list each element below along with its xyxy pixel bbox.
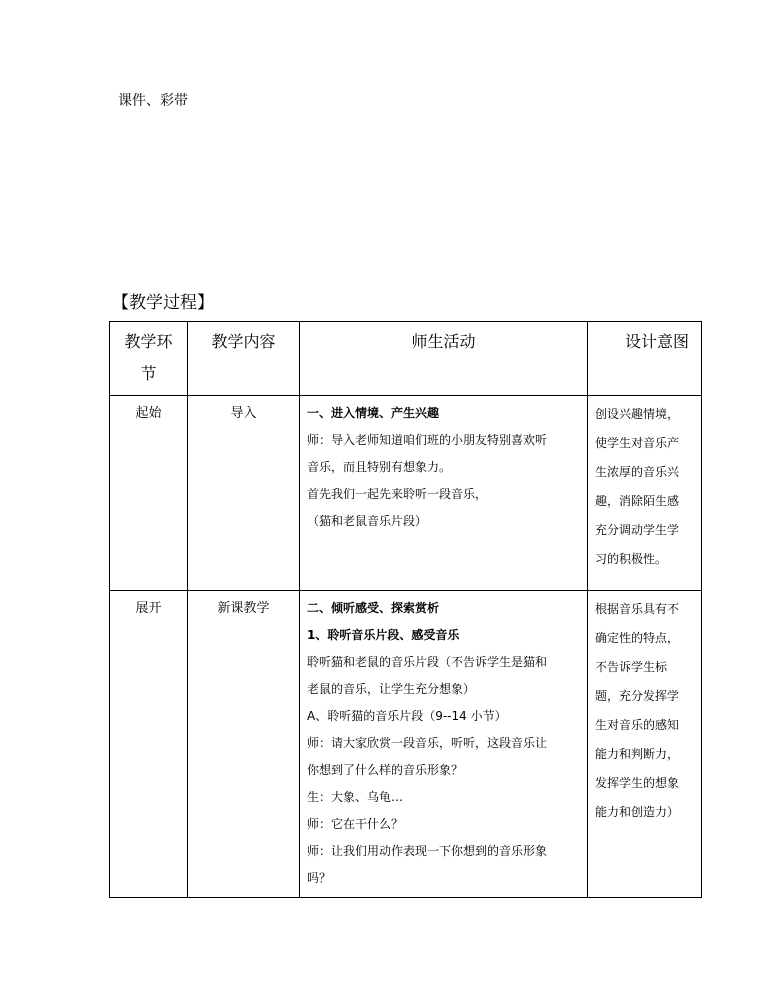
intent-line: 使学生对音乐产 (595, 436, 680, 450)
intent-line: 能力和创造力） (595, 805, 680, 819)
intent-line: 题，充分发挥学 (595, 689, 680, 703)
row-stage: 展开 (110, 591, 188, 898)
row-content: 新课教学 (188, 591, 300, 898)
teaching-process-table (109, 321, 702, 898)
table-row (110, 396, 702, 591)
activity-line: 聆听猫和老鼠的音乐片段（不告诉学生是猫和 (307, 655, 548, 669)
row-activity (300, 396, 588, 591)
row-content: 导入 (188, 396, 300, 591)
activity-line: 吗？ (307, 871, 332, 885)
activity-line: 二、倾听感受、探索赏析 (307, 601, 440, 615)
activity-line: 你想到了什么样的音乐形象？ (307, 763, 464, 777)
table-row (110, 591, 702, 898)
row-intent (588, 396, 702, 591)
intent-line: 确定性的特点， (595, 631, 680, 645)
intent-line: 习的积极性。 (595, 552, 668, 566)
activity-line: （猫和老鼠音乐片段） (307, 514, 428, 528)
row-stage: 起始 (110, 396, 188, 591)
activity-line: 师：让我们用动作表现一下你想到的音乐形象 (307, 844, 548, 858)
activity-line: A、聆听猫的音乐片段（9--14 小节） (307, 709, 507, 723)
header-activity: 师生活动 (300, 322, 588, 396)
activity-line: 老鼠的音乐，让学生充分想象） (307, 682, 476, 696)
materials-text: 课件、彩带 (118, 93, 188, 109)
activity-line: 师：它在干什么？ (307, 817, 404, 831)
activity-line: 首先我们一起先来聆听一段音乐， (307, 487, 488, 501)
intent-line: 发挥学生的想象 (595, 776, 680, 790)
header-stage-line-1: 教学环 (124, 332, 173, 351)
activity-line: 师：请大家欣赏一段音乐，听听，这段音乐让 (307, 736, 548, 750)
intent-line: 生浓厚的音乐兴 (595, 465, 680, 479)
activity-line: 一、进入情境、产生兴趣 (307, 406, 440, 420)
intent-line: 不告诉学生标 (595, 660, 668, 674)
activity-line: 师：导入老师知道咱们班的小朋友特别喜欢听 (307, 433, 548, 447)
header-content: 教学内容 (188, 322, 300, 396)
intent-line: 根据音乐具有不 (595, 602, 680, 616)
intent-line: 趣，消除陌生感 (595, 494, 680, 508)
activity-line: 1、聆听音乐片段、感受音乐 (307, 628, 460, 642)
table-header-row (110, 322, 702, 396)
row-intent (588, 591, 702, 898)
intent-line: 创设兴趣情境， (595, 407, 680, 421)
intent-line: 充分调动学生学 (595, 523, 680, 537)
intent-line: 生对音乐的感知 (595, 718, 680, 732)
header-stage-line-2: 节 (140, 364, 157, 383)
header-stage (110, 322, 188, 396)
section-title: 【教学过程】 (112, 293, 214, 313)
activity-line: 生：大象、乌龟… (307, 790, 404, 804)
activity-line: 音乐，而且特别有想象力。 (307, 460, 452, 474)
intent-line: 能力和判断力， (595, 747, 680, 761)
row-activity (300, 591, 588, 898)
header-intent: 设计意图 (588, 322, 702, 396)
